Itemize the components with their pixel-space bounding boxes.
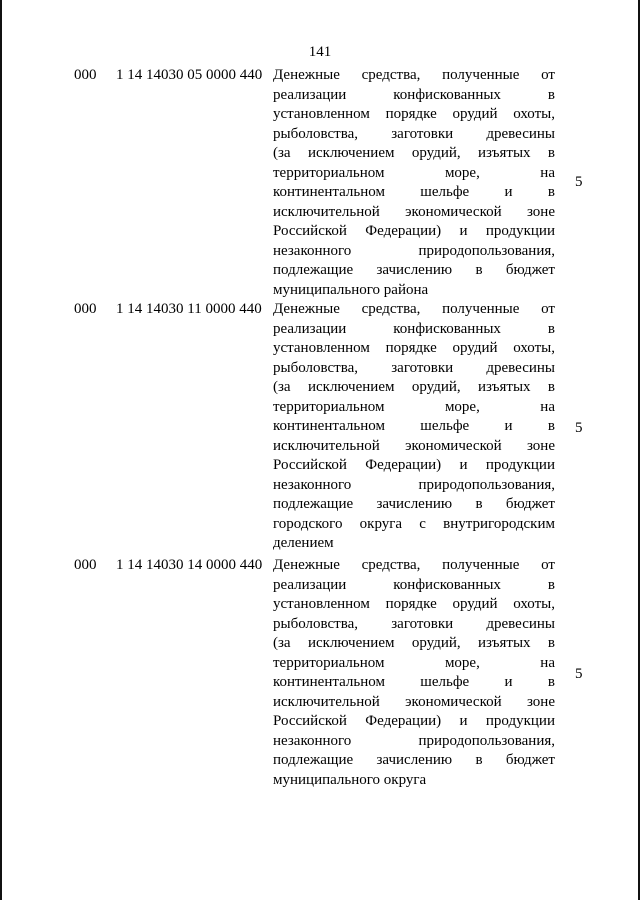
- normative-value: 5: [575, 420, 583, 436]
- description-line: (за исключением орудий, изъятых в: [273, 145, 555, 161]
- description-line: установленном порядке орудий охоты,: [273, 340, 555, 356]
- description-line: территориальном море, на: [273, 654, 555, 671]
- description-line: Российской Федерации) и продукции: [273, 713, 555, 729]
- classification-code: 1 14 14030 05 0000 440: [116, 67, 263, 83]
- admin-code: 000: [74, 301, 97, 317]
- description-line: подлежащие зачислению в бюджет: [273, 496, 555, 512]
- admin-code: 000: [74, 557, 97, 573]
- description-line: континентальном шельфе и в: [273, 674, 555, 690]
- description-line: муниципального округа: [273, 771, 427, 788]
- description-line: реализации конфискованных в: [273, 576, 555, 593]
- classification-code: 1 14 14030 14 0000 440: [116, 557, 263, 573]
- description-line: реализации конфискованных в: [273, 86, 555, 103]
- description-line: исключительной экономической зоне: [273, 203, 555, 220]
- description-line: (за исключением орудий, изъятых в: [273, 379, 555, 395]
- description-line: муниципального района: [273, 281, 429, 298]
- income-description: [273, 66, 555, 300]
- description-line: континентальном шельфе и в: [273, 418, 555, 434]
- description-line: Денежные средства, полученные от: [273, 67, 555, 83]
- normative-value: 5: [575, 174, 583, 190]
- description-line: территориальном море, на: [273, 164, 555, 181]
- income-description: [273, 556, 555, 790]
- description-line: Российской Федерации) и продукции: [273, 457, 555, 473]
- description-line: Денежные средства, полученные от: [273, 301, 555, 317]
- description-line: рыболовства, заготовки древесины: [273, 359, 555, 376]
- description-line: подлежащие зачислению в бюджет: [273, 752, 555, 768]
- description-line: незаконного природопользования,: [273, 242, 555, 259]
- description-line: континентальном шельфе и в: [273, 184, 555, 200]
- description-line: исключительной экономической зоне: [273, 693, 555, 710]
- description-line: исключительной экономической зоне: [273, 437, 555, 454]
- description-line: делением: [273, 535, 334, 551]
- classification-code: 1 14 14030 11 0000 440: [116, 301, 262, 317]
- description-line: реализации конфискованных в: [273, 320, 555, 337]
- page-number: 141: [308, 44, 332, 60]
- description-line: Денежные средства, полученные от: [273, 557, 555, 573]
- admin-code: 000: [74, 67, 97, 83]
- normative-value: 5: [575, 666, 583, 682]
- description-line: незаконного природопользования,: [273, 476, 555, 493]
- description-line: подлежащие зачислению в бюджет: [273, 262, 555, 278]
- income-description: [273, 300, 555, 554]
- description-line: установленном порядке орудий охоты,: [273, 596, 555, 612]
- description-line: установленном порядке орудий охоты,: [273, 106, 555, 122]
- description-line: территориальном море, на: [273, 398, 555, 415]
- description-line: (за исключением орудий, изъятых в: [273, 635, 555, 651]
- description-line: рыболовства, заготовки древесины: [273, 125, 555, 142]
- description-line: незаконного природопользования,: [273, 732, 555, 749]
- description-line: городского округа с внутригородским: [273, 515, 555, 532]
- description-line: Российской Федерации) и продукции: [273, 223, 555, 239]
- description-line: рыболовства, заготовки древесины: [273, 615, 555, 632]
